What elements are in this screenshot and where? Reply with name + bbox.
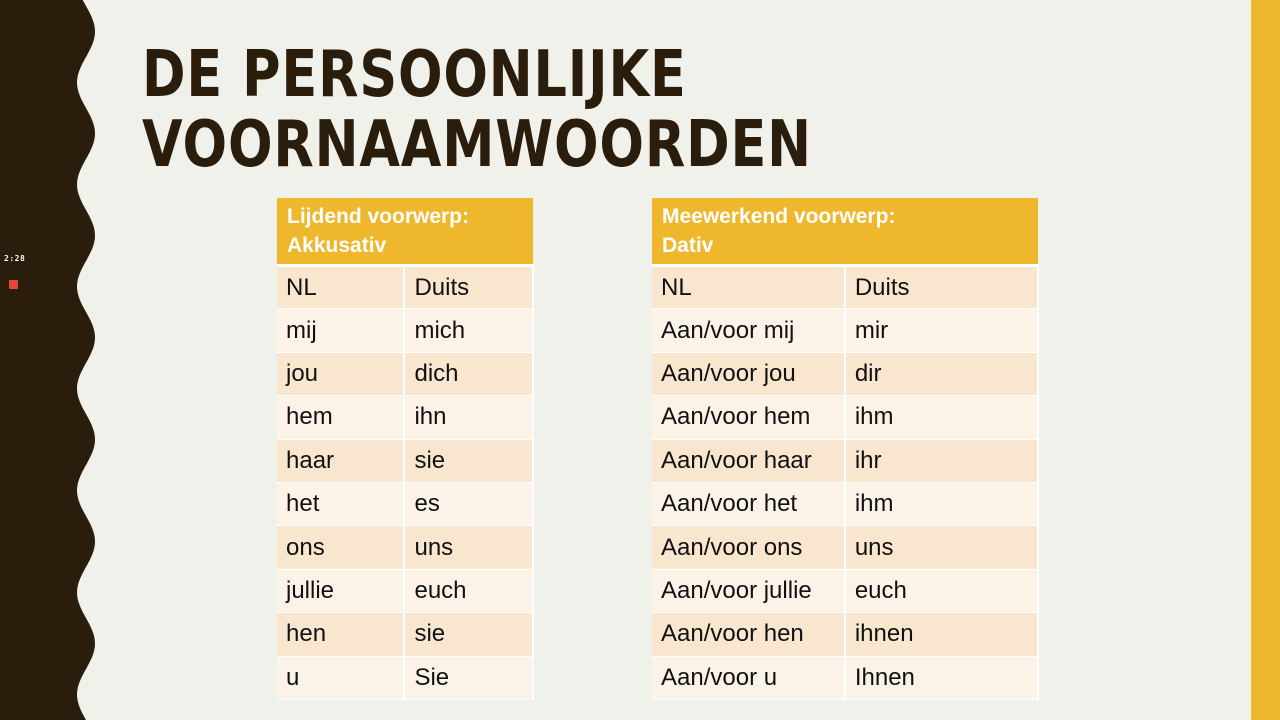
- de-cell: ihm: [845, 482, 1038, 525]
- title-line-2: VOORNAAMWOORDEN: [142, 108, 812, 182]
- header-line-2: Akkusativ: [287, 234, 387, 257]
- nl-cell: mij: [277, 309, 404, 352]
- table-row: [277, 526, 533, 569]
- nl-cell: Aan/voor haar: [652, 439, 845, 482]
- column-header-duits: Duits: [845, 266, 1038, 309]
- table-row: [652, 613, 1038, 656]
- de-cell: ihr: [845, 439, 1038, 482]
- akkusativ-table: [277, 198, 534, 700]
- nl-cell: u: [277, 656, 404, 699]
- de-cell: sie: [404, 613, 533, 656]
- dativ-table-header: [652, 198, 1038, 266]
- recording-timer: 2:28: [4, 254, 26, 263]
- akkusativ-table-header: [277, 198, 533, 266]
- nl-cell: Aan/voor hen: [652, 613, 845, 656]
- nl-cell: haar: [277, 439, 404, 482]
- table-row: [277, 656, 533, 699]
- table-row: [277, 396, 533, 439]
- de-cell: uns: [404, 526, 533, 569]
- nl-cell: het: [277, 482, 404, 525]
- table-row: [652, 309, 1038, 352]
- de-cell: Sie: [404, 656, 533, 699]
- table-row: [652, 569, 1038, 612]
- table-row: [652, 526, 1038, 569]
- table-row: [277, 482, 533, 525]
- column-header-row: [652, 266, 1038, 309]
- column-header-nl: NL: [277, 266, 404, 309]
- nl-cell: Aan/voor u: [652, 656, 845, 699]
- de-cell: sie: [404, 439, 533, 482]
- header-line-1: Lijdend voorwerp:: [287, 205, 470, 228]
- nl-cell: hem: [277, 396, 404, 439]
- wavy-left-border: [0, 0, 110, 720]
- right-accent-bar: [1251, 0, 1280, 720]
- de-cell: uns: [845, 526, 1038, 569]
- nl-cell: ons: [277, 526, 404, 569]
- slide-title: [142, 40, 812, 180]
- nl-cell: Aan/voor het: [652, 482, 845, 525]
- table-row: [652, 396, 1038, 439]
- de-cell: es: [404, 482, 533, 525]
- header-line-1: Meewerkend voorwerp:: [662, 205, 896, 228]
- table-row: [652, 482, 1038, 525]
- table-row: [277, 613, 533, 656]
- nl-cell: Aan/voor hem: [652, 396, 845, 439]
- nl-cell: hen: [277, 613, 404, 656]
- column-header-row: [277, 266, 533, 309]
- de-cell: mich: [404, 309, 533, 352]
- table-row: [277, 352, 533, 395]
- nl-cell: jullie: [277, 569, 404, 612]
- column-header-duits: Duits: [404, 266, 533, 309]
- de-cell: ihn: [404, 396, 533, 439]
- de-cell: euch: [845, 569, 1038, 612]
- de-cell: euch: [404, 569, 533, 612]
- table-row: [652, 352, 1038, 395]
- table-row: [277, 569, 533, 612]
- column-header-nl: NL: [652, 266, 845, 309]
- de-cell: ihnen: [845, 613, 1038, 656]
- record-stop-button[interactable]: [9, 280, 18, 289]
- header-line-2: Dativ: [662, 234, 714, 257]
- table-row: [277, 439, 533, 482]
- nl-cell: Aan/voor ons: [652, 526, 845, 569]
- nl-cell: Aan/voor jou: [652, 352, 845, 395]
- title-line-1: DE PERSOONLIJKE: [142, 38, 687, 112]
- nl-cell: Aan/voor mij: [652, 309, 845, 352]
- table-row: [652, 439, 1038, 482]
- nl-cell: jou: [277, 352, 404, 395]
- de-cell: dir: [845, 352, 1038, 395]
- de-cell: ihm: [845, 396, 1038, 439]
- table-row: [652, 656, 1038, 699]
- de-cell: Ihnen: [845, 656, 1038, 699]
- table-row: [277, 309, 533, 352]
- de-cell: dich: [404, 352, 533, 395]
- de-cell: mir: [845, 309, 1038, 352]
- dativ-table: [652, 198, 1039, 700]
- nl-cell: Aan/voor jullie: [652, 569, 845, 612]
